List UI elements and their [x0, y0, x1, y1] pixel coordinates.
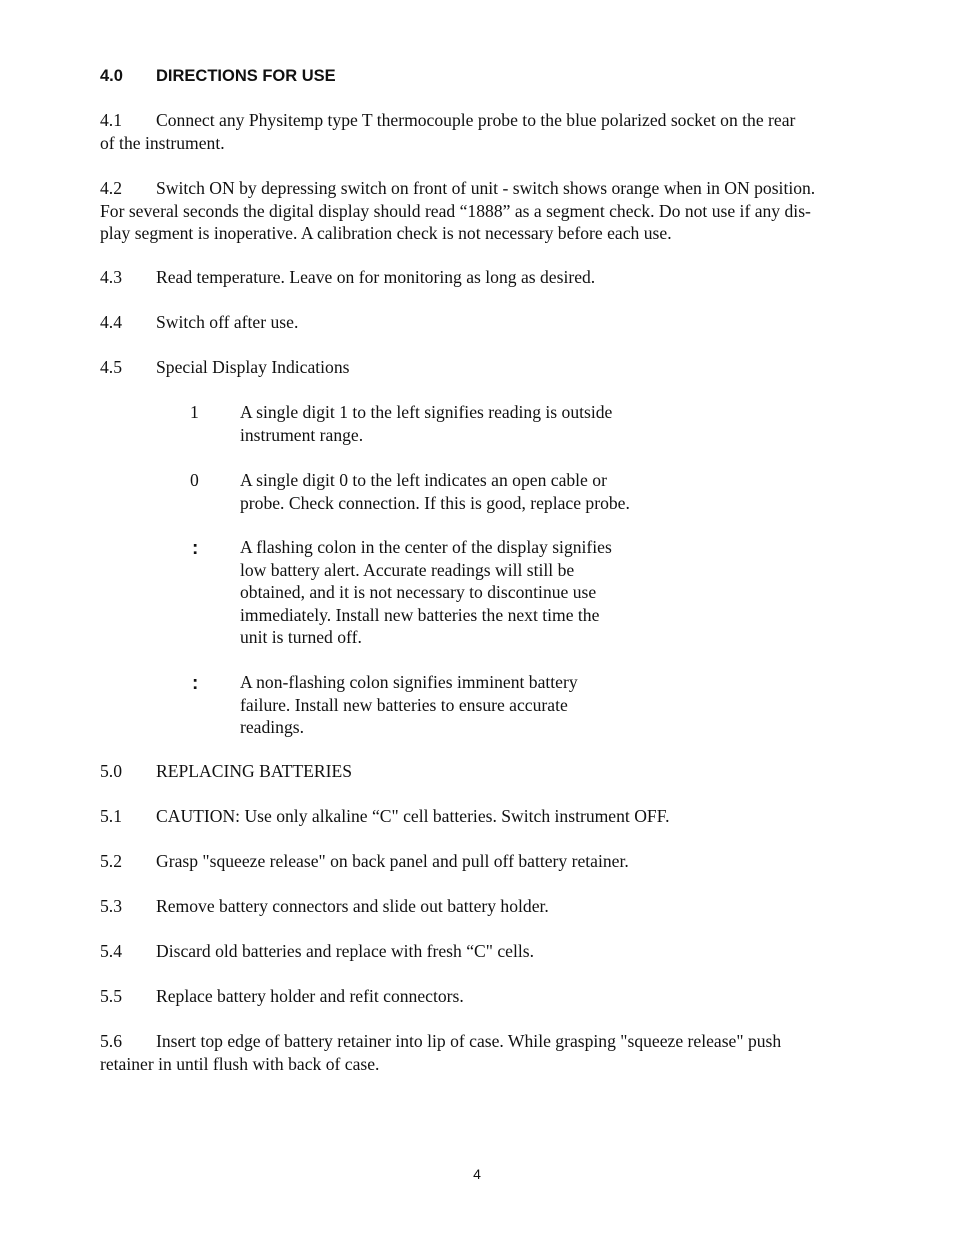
paragraph-text-line: Special Display Indications: [156, 357, 350, 377]
section-4-title: DIRECTIONS FOR USE: [156, 67, 336, 85]
indication-item: [190, 401, 710, 446]
paragraph-text-line: Insert top edge of battery retainer into lip of case. While grasping "squeeze release" push: [156, 1031, 782, 1051]
indication-text-line: A flashing colon in the center of the display signifies: [240, 537, 612, 557]
paragraph-5-1: [100, 805, 870, 828]
paragraph-5-5: [100, 985, 870, 1008]
paragraph-text-line: retainer in until flush with back of case.: [100, 1053, 380, 1074]
indication-text-line: unit is turned off.: [240, 627, 362, 648]
paragraph-number: 4.5: [100, 357, 122, 377]
section-5-title: REPLACING BATTERIES: [156, 761, 352, 781]
paragraph-number: 5.2: [100, 851, 122, 871]
paragraph-5-6: [100, 1030, 870, 1075]
paragraph-5-2: [100, 850, 870, 873]
section-4-heading: [100, 65, 336, 87]
paragraph-number: 4.1: [100, 110, 122, 130]
indication-text-line: A single digit 0 to the left indicates an open cable or: [240, 470, 607, 490]
section-5-number: 5.0: [100, 761, 122, 781]
paragraph-number: 5.4: [100, 941, 122, 961]
paragraph-text-line: Switch off after use.: [156, 312, 299, 332]
paragraph-text-line: Connect any Physitemp type T thermocouple probe to the blue polarized socket on the rear: [156, 110, 796, 130]
indication-item: [190, 536, 710, 649]
indication-text-line: A non-flashing colon signifies imminent battery: [240, 672, 578, 692]
paragraph-text-line: For several seconds the digital display should read “1888” as a segment check. Do not use if any dis-: [100, 200, 811, 221]
paragraph-text-line: play segment is inoperative. A calibration check is not necessary before each use.: [100, 223, 672, 244]
indication-symbol: 0: [190, 470, 199, 490]
indication-item: [190, 671, 710, 739]
indication-text-line: A single digit 1 to the left signifies reading is outside: [240, 402, 613, 422]
paragraph-text-line: Grasp "squeeze release" on back panel and pull off battery retainer.: [156, 851, 629, 871]
paragraph-4-3: [100, 266, 870, 289]
indication-text-line: readings.: [240, 717, 305, 738]
section-5-heading: [100, 760, 870, 783]
page-number: 4: [473, 1166, 481, 1182]
paragraph-number: 5.5: [100, 986, 122, 1006]
paragraph-number: 5.3: [100, 896, 122, 916]
paragraph-4-4: [100, 311, 870, 334]
indication-text-line: failure. Install new batteries to ensure accurate: [240, 694, 568, 715]
section-4-number: 4.0: [100, 67, 123, 85]
paragraph-text-line: CAUTION: Use only alkaline “C" cell batteries. Switch instrument OFF.: [156, 806, 670, 826]
indication-text-line: instrument range.: [240, 424, 364, 445]
paragraph-text-line: Remove battery connectors and slide out battery holder.: [156, 896, 549, 916]
indication-symbol: :: [192, 673, 199, 694]
paragraph-number: 4.3: [100, 267, 122, 287]
indication-symbol: :: [192, 538, 199, 559]
indication-item: [190, 469, 710, 514]
paragraph-number: 5.6: [100, 1031, 122, 1051]
paragraph-number: 4.2: [100, 178, 122, 198]
indication-text-line: low battery alert. Accurate readings will still be: [240, 559, 575, 580]
paragraph-text-line: Discard old batteries and replace with fresh “C" cells.: [156, 941, 534, 961]
indication-symbol: 1: [190, 402, 199, 422]
paragraph-4-5: [100, 356, 870, 379]
paragraph-5-3: [100, 895, 870, 918]
indication-text-line: immediately. Install new batteries the next time the: [240, 604, 600, 625]
paragraph-5-4: [100, 940, 870, 963]
paragraph-number: 5.1: [100, 806, 122, 826]
paragraph-text-line: of the instrument.: [100, 132, 225, 153]
paragraph-4-2: [100, 177, 870, 245]
paragraph-text-line: Switch ON by depressing switch on front of unit - switch shows orange when in ON position.: [156, 178, 816, 198]
paragraph-number: 4.4: [100, 312, 122, 332]
paragraph-4-1: [100, 109, 870, 154]
indication-text-line: obtained, and it is not necessary to discontinue use: [240, 582, 597, 603]
paragraph-text-line: Replace battery holder and refit connectors.: [156, 986, 464, 1006]
paragraph-text-line: Read temperature. Leave on for monitoring as long as desired.: [156, 267, 596, 287]
indication-text-line: probe. Check connection. If this is good, replace probe.: [240, 492, 630, 513]
